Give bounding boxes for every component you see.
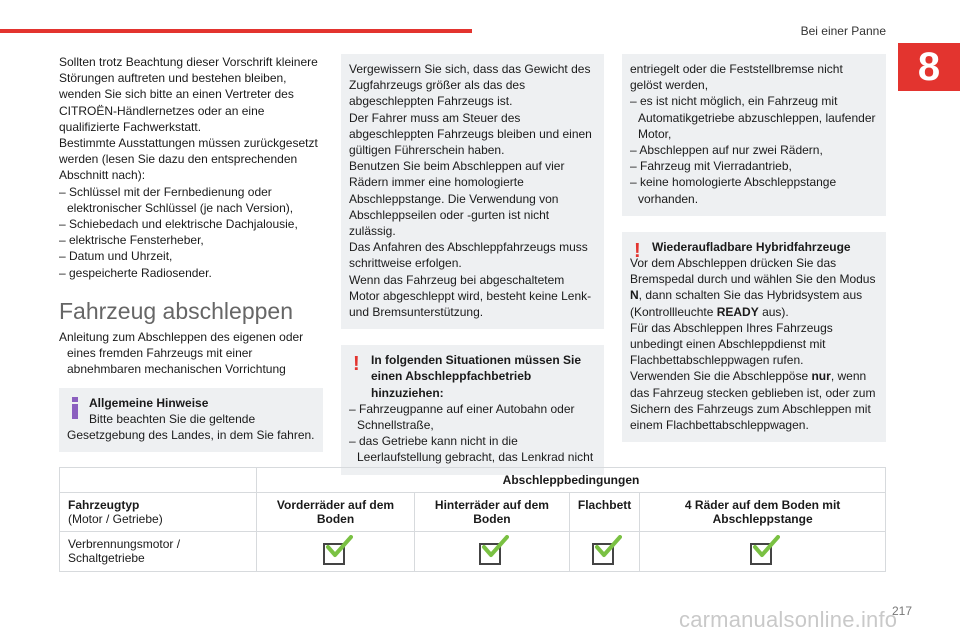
- checkmark-icon: [323, 537, 349, 563]
- table-group-header: Abschleppbedingungen: [257, 468, 886, 493]
- warning-box: [341, 345, 604, 474]
- table-cell: [569, 532, 639, 572]
- hybrid-warning-box: [622, 232, 886, 442]
- mode-n-label: N: [630, 288, 639, 303]
- paragraph: Der Fahrer muss am Steuer des abgeschleppten Fahrzeugs bleiben und einen gültigen Führerschein haben.: [349, 110, 592, 158]
- list-item: – Abschleppen auf nur zwei Rädern,: [630, 143, 823, 158]
- section-title: Fahrzeug abschleppen: [59, 297, 293, 324]
- list-item: – Schlüssel mit der Fernbedienung oder elektronischer Schlüssel (je nach Version),: [59, 184, 294, 215]
- info-icon: [72, 397, 78, 419]
- table-column-header: Vorderräder auf dem Boden: [257, 493, 415, 532]
- paragraph: Das Anfahren des Abschleppfahrzeugs muss schrittweise erfolgen.: [349, 240, 588, 271]
- emphasis-only: nur: [811, 369, 831, 384]
- warning-notice: [349, 352, 596, 401]
- table-row-label: Verbrennungsmotor / Schaltgetriebe: [60, 532, 257, 572]
- table-cell: [640, 532, 886, 572]
- list-item: – das Getriebe kann nicht in die Leerlaufstellung gebracht, das Lenkrad nicht: [349, 434, 594, 465]
- table-column-header: Flachbett: [569, 493, 639, 532]
- checkmark-icon: [750, 537, 776, 563]
- table-header-row: [60, 493, 886, 532]
- warning-icon: !: [353, 353, 360, 376]
- info-text: Bitte beachten Sie die geltende Gesetzgebung des Landes, in dem Sie fahren.: [67, 411, 315, 443]
- checkmark-icon: [592, 537, 618, 563]
- paragraph: Sollten trotz Beachtung dieser Vorschrift kleinere Störungen auftreten und bestehen bleiben, wenden Sie sich bitte an einen Vertreter des CITROËN-Händlernetzes oder an eine qualifizierte Fachwerkstatt.: [59, 55, 318, 134]
- text-run: Verwenden Sie die Abschleppöse: [630, 369, 812, 384]
- chapter-number-badge: 8: [898, 43, 960, 91]
- list-item: – es ist nicht möglich, ein Fahrzeug mit Automatikgetriebe abzuschleppen, laufender Motor,: [630, 94, 876, 141]
- ready-label: READY: [716, 304, 759, 319]
- paragraph: Wenn das Fahrzeug bei abgeschaltetem Motor abgeschleppt wird, besteht keine Lenk- und Bremsunterstützung.: [349, 272, 592, 320]
- paragraph: Benutzen Sie beim Abschleppen auf vier Rädern immer eine homologierte Abschleppstange. Die Verwendung von Abschleppseilen oder -gurten ist nicht zulässig.: [349, 159, 565, 239]
- paragraph: entriegelt oder die Feststellbremse nicht gelöst werden,: [630, 62, 843, 93]
- towing-rules-box: [341, 54, 604, 329]
- page-number: 217: [891, 604, 912, 618]
- list-item: – keine homologierte Abschleppstange vorhanden.: [630, 175, 837, 206]
- column-middle: [341, 54, 604, 475]
- info-box: [59, 388, 323, 453]
- info-title: Allgemeine Hinweise: [89, 395, 209, 410]
- text-run: , dann schalten Sie das Hybridsystem aus (Kontrollleuchte: [630, 288, 863, 319]
- header-accent-bar: [0, 29, 472, 33]
- paragraph: [630, 255, 878, 320]
- towing-conditions-table: [59, 467, 886, 572]
- text-run: , wenn das Fahrzeug stecken geblieben ist, oder zum Sichern des Fahrzeugs zum Abschleppen mit einem Flachbettabschleppwagen.: [630, 369, 876, 433]
- watermark: carmanualsonline.info: [679, 607, 898, 632]
- paragraph: Vergewissern Sie sich, dass das Gewicht des Zugfahrzeugs größer als das des abgeschleppten Fahrzeugs ist.: [349, 62, 591, 109]
- warning-title: In folgenden Situationen müssen Sie einen Abschleppfachbetrieb hinzuziehen:: [371, 353, 582, 400]
- paragraph: Für das Abschleppen Ihres Fahrzeugs unbedingt einen Abschleppdienst mit Flachbettabschleppwagen rufen.: [630, 320, 833, 368]
- column-right: [622, 54, 886, 442]
- table-row: [60, 532, 886, 572]
- list-item: – gespeicherte Radiosender.: [59, 265, 212, 280]
- row-header-sub: (Motor / Getriebe): [68, 512, 163, 526]
- table-cell: [415, 532, 570, 572]
- column-left: [59, 54, 323, 452]
- warning-icon: !: [634, 239, 641, 262]
- list-item: – Datum und Uhrzeit,: [59, 249, 173, 264]
- warning-continued-box: [622, 54, 886, 216]
- list-item: – elektrische Fensterheber,: [59, 233, 204, 248]
- table-cell: [257, 532, 415, 572]
- hybrid-title: Wiederaufladbare Hybridfahrzeuge: [652, 239, 851, 254]
- text-run: aus).: [758, 304, 789, 319]
- paragraph: [630, 368, 878, 433]
- section-intro: Anleitung zum Abschleppen des eigenen oder eines fremden Fahrzeugs mit einer abnehmbaren mechanischen Vorrichtung: [59, 330, 304, 377]
- info-notice: [67, 395, 315, 444]
- paragraph: Bestimmte Ausstattungen müssen zurückgesetzt werden (lesen Sie dazu den entsprechenden Abschnitt nach):: [59, 136, 318, 183]
- text-run: Vor dem Abschleppen drücken Sie das Bremspedal durch und wählen Sie den Modus: [630, 256, 876, 287]
- checkmark-icon: [479, 537, 505, 563]
- list-item: – Schiebedach und elektrische Dachjalousie,: [59, 217, 298, 232]
- list-item: – Fahrzeug mit Vierradantrieb,: [630, 159, 792, 174]
- table-group-header-row: [60, 468, 886, 493]
- page-header-title: Bei einer Panne: [800, 24, 886, 38]
- table-column-header: 4 Räder auf dem Boden mit Abschleppstange: [640, 493, 886, 532]
- table-empty-cell: [60, 468, 257, 493]
- list-item: – Fahrzeugpanne auf einer Autobahn oder Schnellstraße,: [349, 401, 575, 433]
- table-row-header: [60, 493, 257, 532]
- row-header-title: Fahrzeugtyp: [68, 498, 140, 512]
- hybrid-notice: [630, 239, 878, 262]
- table-column-header: Hinterräder auf dem Boden: [415, 493, 570, 532]
